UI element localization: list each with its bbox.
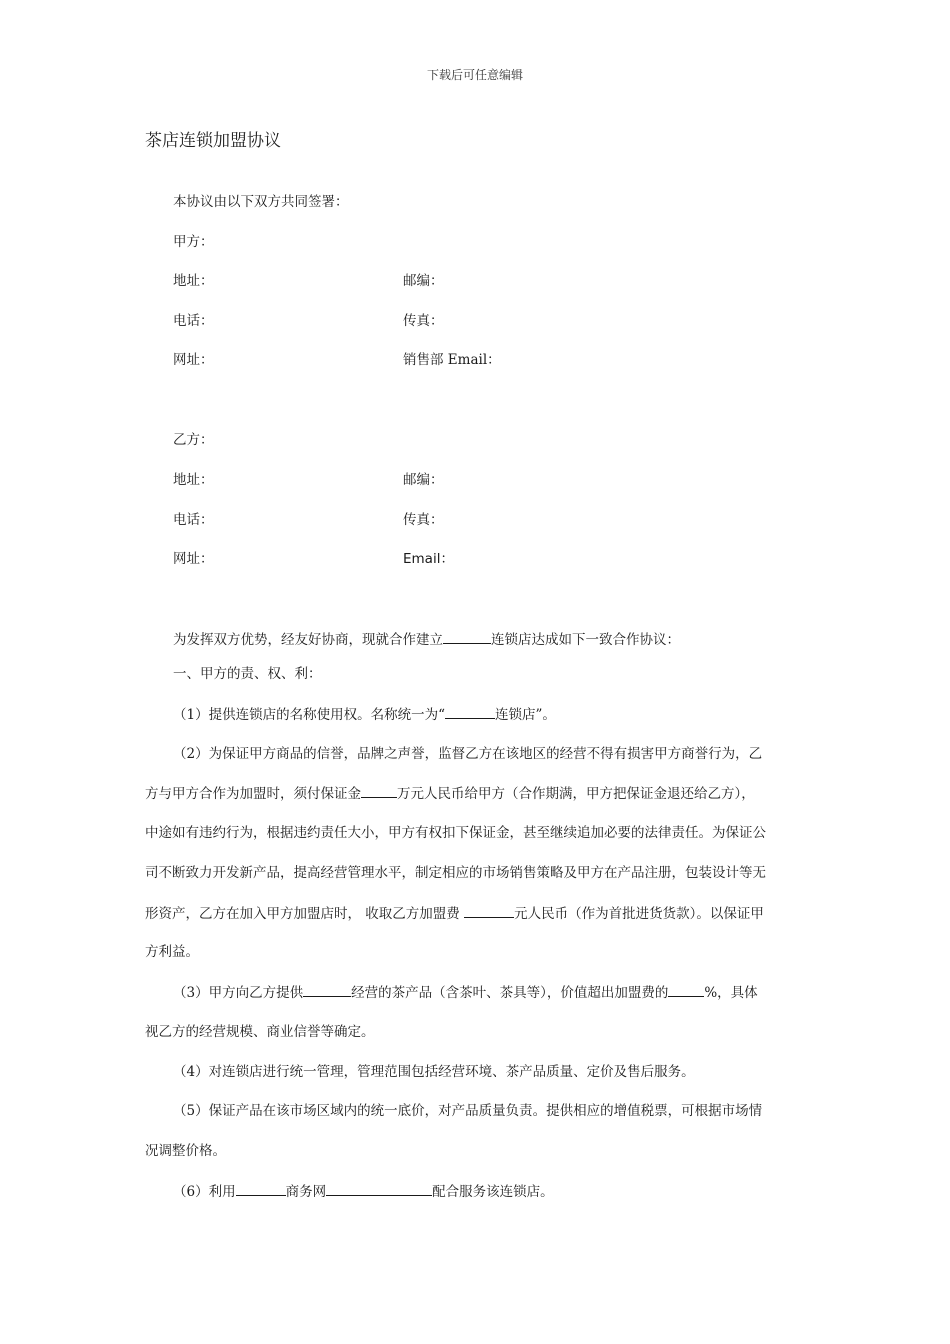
- store-name-blank: [445, 704, 495, 719]
- clause-3-line-2: 视乙方的经营规模、商业信誉等确定。: [145, 1024, 375, 1040]
- party-a-address-label: 地址：: [173, 273, 214, 289]
- clause-2-line-5: [145, 903, 764, 924]
- brand-blank: [303, 982, 351, 997]
- party-a-label: 甲方：: [173, 234, 214, 250]
- clause-1: [173, 704, 556, 725]
- clause-2-line-4: 司不断致力开发新产品，提高经营管理水平，制定相应的市场销售策略及甲方在产品注册，包装设计等无: [145, 865, 766, 881]
- clause-2-fee-before: 形资产，乙方在加入甲方加盟店时， 收取乙方加盟费: [145, 906, 465, 922]
- page-header: 下载后可任意编辑: [426, 68, 523, 82]
- party-b-fax-label: 传真：: [403, 512, 444, 528]
- party-b-label: 乙方：: [173, 432, 214, 448]
- party-a-email-label: 销售部 Email：: [403, 352, 501, 368]
- clause-2-deposit-after: 万元人民币给甲方（合作期满，甲方把保证金退还给乙方），: [397, 786, 755, 802]
- party-b-phone-label: 电话：: [173, 512, 214, 528]
- clause-1-text-after: 连锁店”。: [495, 707, 556, 723]
- party-b-email-label: Email：: [403, 551, 454, 567]
- clause-2-fee-after: 元人民币（作为首批进货货款）。以保证甲: [514, 906, 764, 922]
- clause-5-line-1: （5）保证产品在该市场区域内的统一底价，对产品质量负责。提供相应的增值税票，可根据市场情: [173, 1103, 763, 1119]
- party-b-address-label: 地址：: [173, 472, 214, 488]
- party-a-phone-label: 电话：: [173, 313, 214, 329]
- party-b-postcode-label: 邮编：: [403, 472, 444, 488]
- percent-blank: [668, 982, 704, 997]
- clause-1-text-before: （1）提供连锁店的名称使用权。名称统一为“: [173, 707, 445, 723]
- business-net-blank: [236, 1181, 286, 1196]
- party-b-website-label: 网址：: [173, 551, 214, 567]
- preamble-text-after: 连锁店达成如下一致合作协议：: [491, 632, 680, 648]
- franchise-fee-blank: [464, 903, 514, 918]
- document-title: 茶店连锁加盟协议: [145, 131, 281, 151]
- party-a-fax-label: 传真：: [403, 313, 444, 329]
- clause-6: [173, 1181, 554, 1202]
- deposit-amount-blank: [361, 783, 397, 798]
- clause-4: （4）对连锁店进行统一管理，管理范围包括经营环境、茶产品质量、定价及售后服务。: [173, 1064, 695, 1080]
- intro-text: 本协议由以下双方共同签署：: [173, 194, 349, 210]
- clause-5-line-2: 况调整价格。: [145, 1143, 226, 1159]
- website-blank: [326, 1181, 432, 1196]
- clause-3-part-3: %，具体: [704, 985, 758, 1001]
- clause-2-line-6: 方利益。: [145, 944, 199, 960]
- clause-6-part-2: 商务网: [285, 1184, 327, 1200]
- clause-6-part-1: （6）利用: [173, 1184, 236, 1200]
- party-a-website-label: 网址：: [173, 352, 214, 368]
- preamble-text-before: 为发挥双方优势，经友好协商，现就合作建立: [173, 632, 443, 648]
- party-a-postcode-label: 邮编：: [403, 273, 444, 289]
- section-1-heading: 一、甲方的责、权、利：: [173, 666, 322, 682]
- clause-3-part-2: 经营的茶产品（含茶叶、茶具等），价值超出加盟费的: [351, 985, 669, 1001]
- clause-3-line-1: [173, 982, 758, 1003]
- clause-6-part-3: 配合服务该连锁店。: [432, 1184, 554, 1200]
- clause-2-line-1: （2）为保证甲方商品的信誉，品牌之声誉，监督乙方在该地区的经营不得有损害甲方商誉行为，乙: [173, 746, 763, 762]
- clause-2-line-3: 中途如有违约行为，根据违约责任大小，甲方有权扣下保证金，甚至继续追加必要的法律责任。为保证公: [145, 825, 766, 841]
- chain-name-blank: [443, 629, 491, 644]
- clause-3-part-1: （3）甲方向乙方提供: [173, 985, 304, 1001]
- clause-2-line-2: [145, 783, 755, 804]
- clause-2-deposit-before: 方与甲方合作为加盟时，须付保证金: [145, 786, 361, 802]
- preamble-paragraph: [173, 629, 680, 650]
